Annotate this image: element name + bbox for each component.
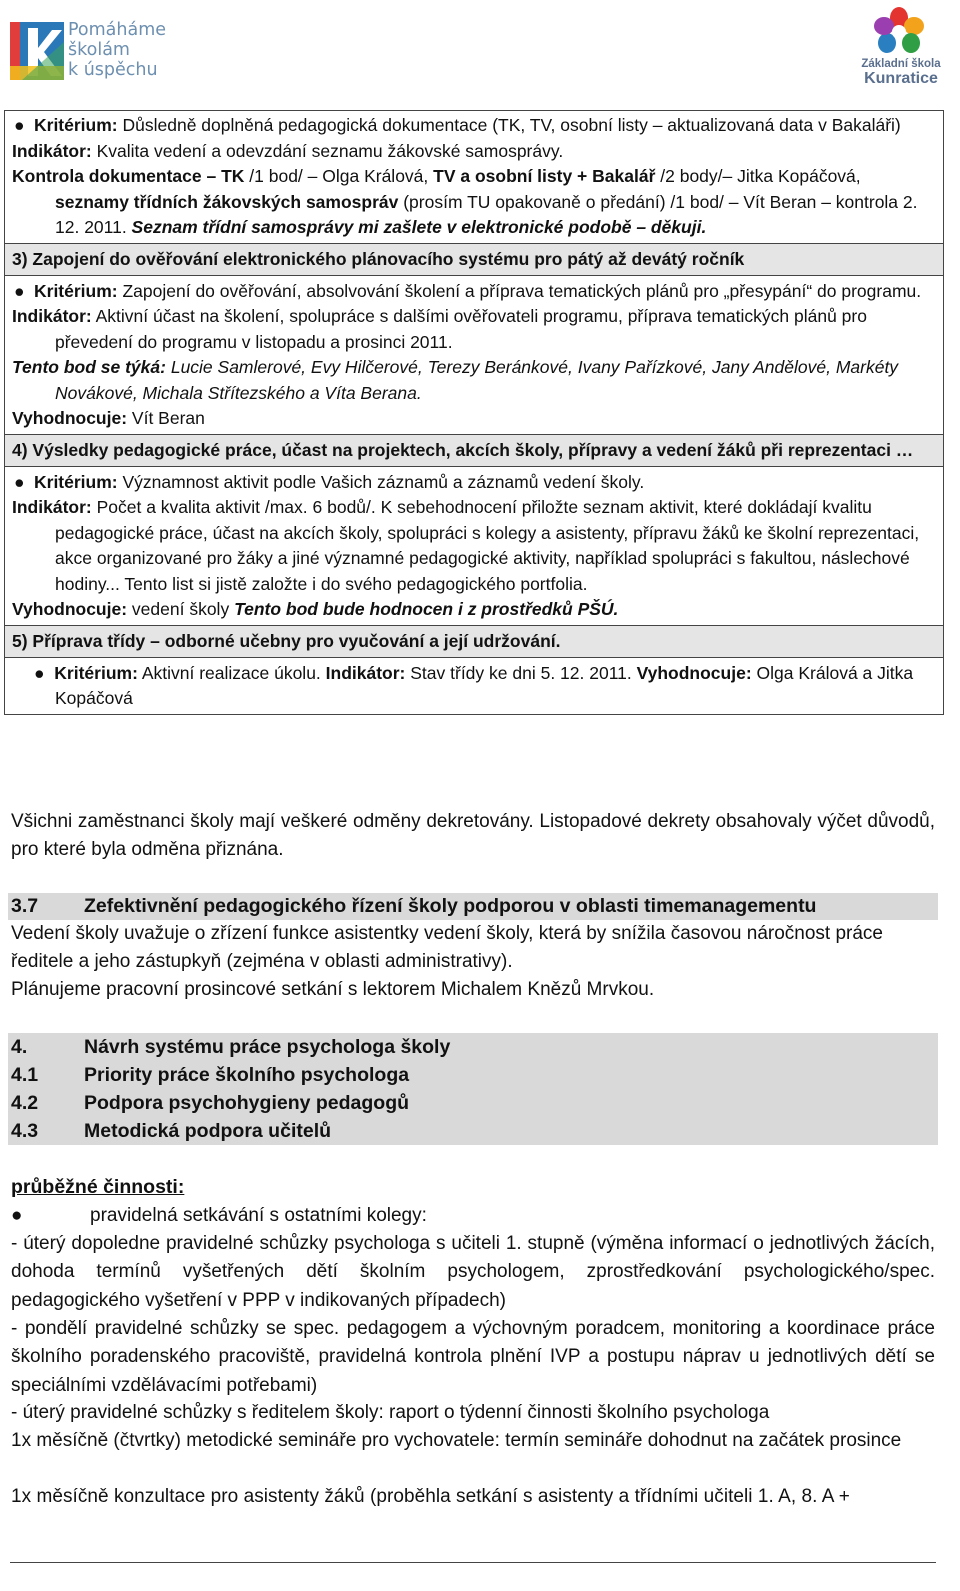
section-title: Metodická podpora učitelů [84, 1120, 332, 1142]
indikator-text: Aktivní účast na školení, spolupráce s dalšími ověřovateli programu, příprava tematických plánů pro převedení do programu v listopadu a prosinci 2011. [55, 306, 867, 352]
item1-kriterium [12, 113, 936, 139]
activity-line-1: - úterý dopoledne pravidelné schůzky psychologa s učiteli 1. stupně (výměna informací o jednotlivých žácích, dohoda termínů vyšetřených dětí školním psychologem, zprostředkování psychologického/spec. pedagogického vyšetření v PPP v indikovaných případech) [11, 1233, 935, 1311]
zs-kunratice-logo [855, 6, 947, 86]
bullet-text: pravidelná setkávání s ostatními kolegy: [90, 1205, 427, 1226]
vyhodnocuje-text: vedení školy [127, 599, 235, 619]
indikator-label: Indikátor: [325, 662, 406, 683]
kriterium-label: Kritérium: [34, 471, 118, 492]
tyka-label: Tento bod se týká: [12, 357, 166, 377]
section37-paragraph-2: Plánujeme pracovní prosincové setkání s lektorem Michalem Knězů Mrvkou. [11, 979, 655, 1000]
section-number: 4. [11, 1036, 28, 1058]
section-number: 4.2 [11, 1092, 39, 1114]
item1-indikator [12, 139, 936, 165]
section3-tyka [12, 355, 936, 406]
section4-indikator [12, 495, 936, 597]
section-number: 3.7 [11, 895, 39, 917]
section-number: 4.1 [11, 1064, 39, 1086]
kriterium-label: Kritérium: [34, 115, 118, 135]
section4-block [5, 467, 943, 625]
activity-line-2: - pondělí pravidelné schůzky se spec. pedagogem a výchovným poradcem, monitoring a koordinace práce školního poradenského pracoviště, pravidelná kontrola plnění IVP a postupu náprav u jednotlivých dětí se speciálními vzdělávacími potřebami) [11, 1318, 935, 1396]
kriterium-text: Zapojení do ověřování, absolvování školení a příprava tematických plánů pro „přesypání“ do programu. [117, 280, 922, 301]
kontrola-bold-italic: Seznam třídní samosprávy mi zašlete v elektronické podobě – děkuji. [131, 217, 707, 237]
section43-heading [11, 1117, 331, 1145]
vyhodnocuje-label: Vyhodnocuje: [12, 408, 128, 428]
section-title: Návrh systému práce psychologa školy [84, 1036, 451, 1058]
logo-school-name: Kunratice [864, 70, 938, 87]
tyka-text: Lucie Samlerové, Evy Hilčerové, Terezy Beránkové, Ivany Pařízkové, Jany Andělové, Markéty Novákové, Michala Střítezského a Víta Berana. [55, 357, 899, 403]
kriterium-label: Kritérium: [54, 662, 138, 683]
section41-heading [11, 1061, 409, 1089]
kriterium-label: Kritérium: [34, 280, 118, 301]
section-number: 4.3 [11, 1120, 39, 1142]
activities-bullet [11, 1202, 935, 1230]
section3-header: 3) Zapojení do ověřování elektronického plánovacího systému pro pátý až devátý ročník [5, 243, 943, 276]
bullet-icon: ● [14, 115, 25, 135]
pomahame-logo-mark-icon [10, 22, 64, 80]
section37-paragraph-1: Vedení školy uvažuje o zřízení funkce asistentky vedení školy, která by snížila časovou náročnost práce ředitele a jeho zástupkyň (zejména v oblasti administrativy). [11, 923, 883, 973]
kontrola-text-1: /1 bod/ – Olga Králová, [244, 166, 434, 186]
activity-line-4: 1x měsíčně (čtvrtky) metodické semináře pro vychovatele: termín semináře dohodnut na začátek prosince [11, 1430, 902, 1451]
indikator-text: Počet a kvalita aktivit /max. 6 bodů/. K sebehodnocení přiložte seznam aktivit, které dokládají kvalitu pedagogické práce, účast na akcích školy, spolupráci s kolegy a asistenty, přípravu žáků ke školní reprezentaci, akce organizované pro žáky a jiné významné pedagogické aktivity, například spolupráci s fakultou, náslechové hodiny... Tento list si jistě založte i do svého pedagogického portfolia. [55, 497, 920, 594]
section37-heading [11, 892, 816, 920]
kontrola-text-2: /2 body/– Jitka Kopáčová, [655, 166, 861, 186]
kontrola-bold-2: TV a osobní listy + Bakalář [433, 166, 656, 186]
section-title: Zefektivnění pedagogického řízení školy podporou v oblasti timemanagementu [84, 895, 817, 917]
pomahame-logo-text [68, 20, 166, 80]
vyhodnocuje-label: Vyhodnocuje: [12, 599, 128, 619]
vyhodnocuje-bold-italic: Tento bod bude hodnocen i z prostředků PŠÚ. [234, 599, 619, 619]
section-title: Podpora psychohygieny pedagogů [84, 1092, 410, 1114]
kriterium-text: Aktivní realizace úkolu. [137, 662, 326, 683]
logo-line-2: školám [68, 40, 130, 60]
activities-heading: průběžné činnosti: [11, 1176, 185, 1198]
section3-vyhodnocuje [12, 406, 936, 432]
section42-heading [11, 1089, 409, 1117]
logo-line-1: Pomáháme [68, 20, 167, 40]
indikator-text: Kvalita vedení a odevzdání seznamu žákovské samosprávy. [91, 140, 564, 161]
indikator-label: Indikátor: [12, 497, 92, 517]
footer-rule [10, 1562, 936, 1563]
kontrola-text-3: (prosím TU opakovaně o předání) /1 bod/ – Vít Beran – kontrola 2. 12. 2011. [55, 191, 918, 237]
criteria-box [4, 110, 944, 715]
flower-logo-icon [869, 6, 929, 58]
section3-kriterium [12, 279, 936, 305]
rewards-paragraph: Všichni zaměstnanci školy mají veškeré odměny dekretovány. Listopadové dekrety obsahovaly výčet důvodů, pro které byla odměna přiznána. [11, 811, 935, 861]
activity-line-3: - úterý pravidelné schůzky s ředitelem školy: raport o týdenní činnosti školního psychologa [11, 1402, 770, 1423]
section4-kriterium [12, 470, 936, 496]
kriterium-text: Důsledně doplněná pedagogická dokumentace (TK, TV, osobní listy – aktualizovaná data v Bakaláři) [117, 115, 901, 135]
vyhodnocuje-label: Vyhodnocuje: [636, 662, 752, 683]
kontrola-bold-1: Kontrola dokumentace – TK [12, 166, 245, 186]
section5-header: 5) Příprava třídy – odborné učebny pro vyučování a její udržování. [5, 625, 943, 658]
kontrola-bold-3: seznamy třídních žákovských samospráv [55, 191, 399, 212]
kriterium-text: Významnost aktivit podle Vašich záznamů a záznamů vedení školy. [117, 471, 645, 492]
bullet-icon: ● [14, 471, 25, 492]
bullet-icon: ● [14, 280, 25, 301]
indikator-label: Indikátor: [12, 306, 92, 326]
section4-heading [11, 1033, 450, 1061]
pomahame-skolam-logo [10, 18, 180, 84]
indikator-label: Indikátor: [12, 140, 92, 161]
section3-indikator [12, 304, 936, 355]
section5-block [5, 658, 943, 714]
section5-kriterium [12, 661, 936, 712]
vyhodnocuje-text: Olga Králová a Jitka Kopáčová [55, 662, 914, 708]
bullet-icon: ● [34, 662, 55, 683]
section-title: Priority práce školního psychologa [84, 1064, 410, 1086]
section3-block [5, 276, 943, 434]
activity-line-5: 1x měsíčně konzultace pro asistenty žáků (proběhla setkání s asistenty a třídními učiteli 1. A, 8. A + [11, 1486, 850, 1507]
item1-kontrola [12, 164, 936, 241]
indikator-text: Stav třídy ke dni 5. 12. 2011. [405, 662, 637, 683]
logo-line-3: k úspěchu [68, 60, 158, 80]
bullet-icon: ● [11, 1205, 23, 1226]
page-header [0, 0, 960, 96]
section4-header: 4) Výsledky pedagogické práce, účast na projektech, akcích školy, přípravy a vedení žáků při reprezentaci … [5, 434, 943, 467]
vyhodnocuje-text: Vít Beran [127, 408, 205, 428]
item1-block [5, 111, 943, 243]
section4-vyhodnocuje [12, 597, 936, 623]
logo-school-label: Základní škola [861, 58, 941, 70]
